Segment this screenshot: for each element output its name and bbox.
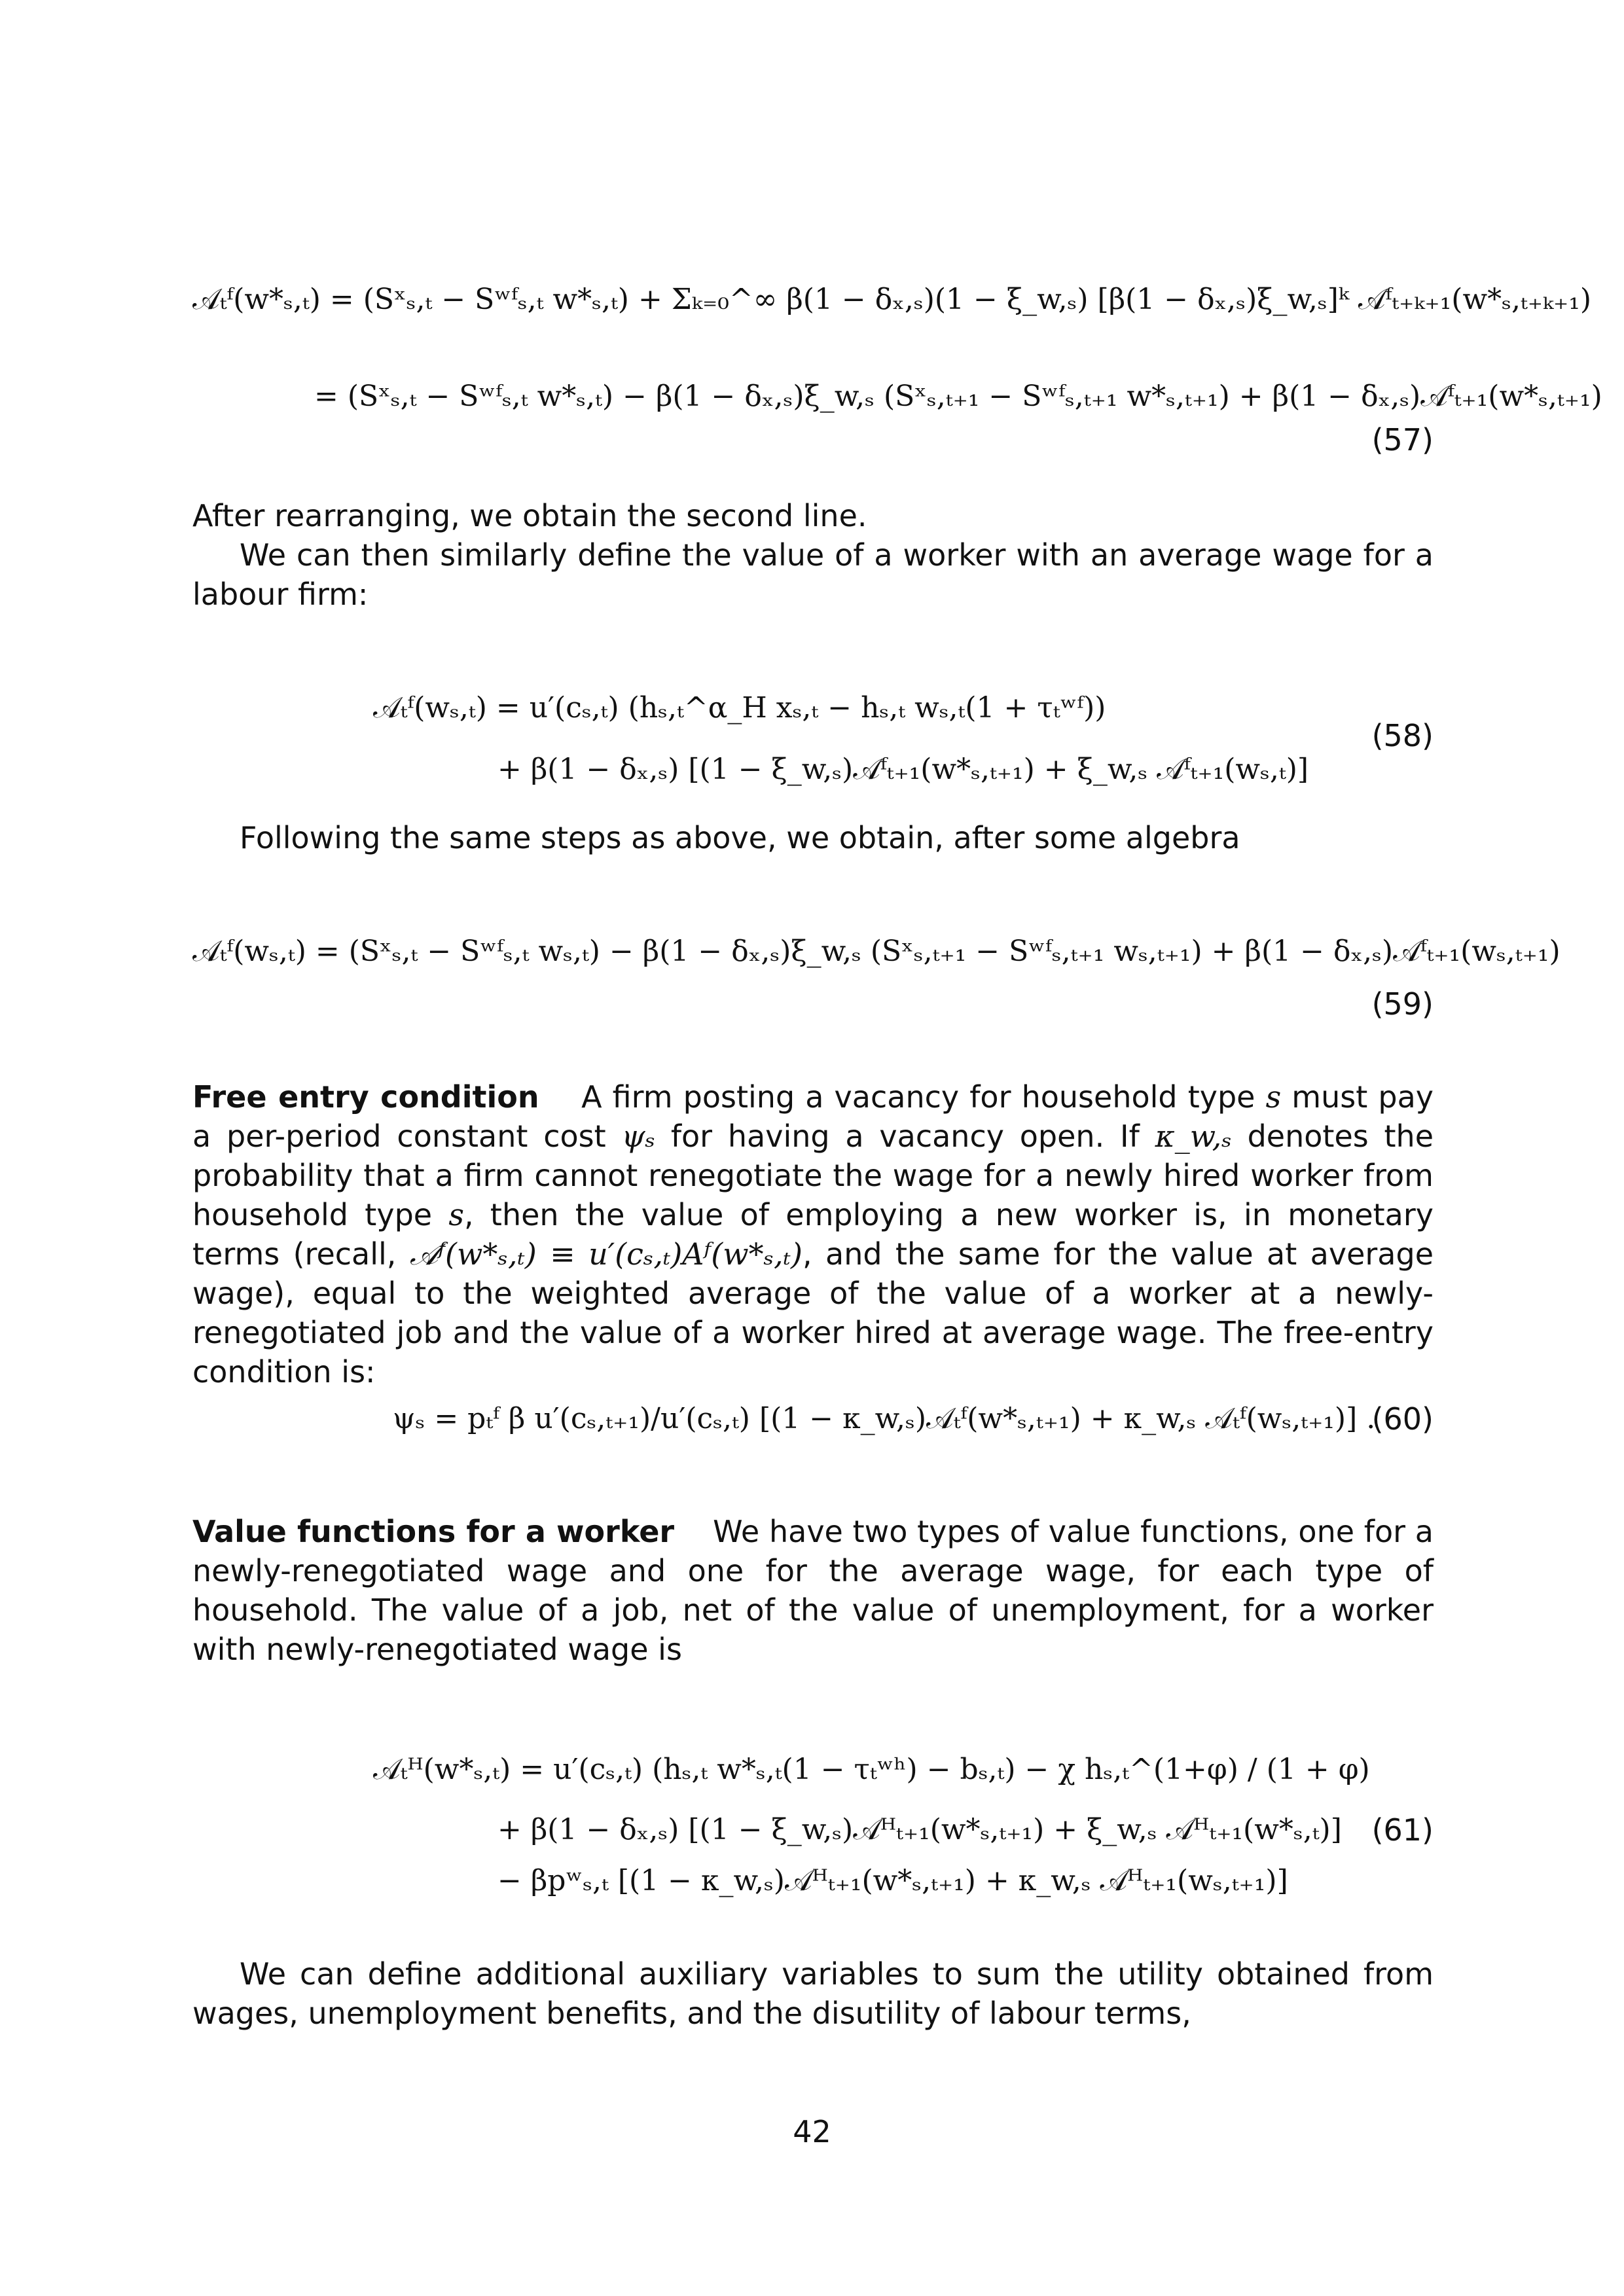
equation-60-line-1: ψₛ = pₜᶠ β u′(cₛ,ₜ₊₁)/u′(cₛ,ₜ) [(1 − κ_w,ₛ)𝒜ₜᶠ(w*ₛ,ₜ₊₁) + κ_w,ₛ 𝒜ₜᶠ(wₛ,ₜ₊₁)] . — [393, 1402, 1376, 1435]
equation-60-number: (60) — [1371, 1401, 1434, 1437]
equation-58-line-2: + β(1 − δₓ,ₛ) [(1 − ξ_w,ₛ)𝒜ᶠₜ₊₁(w*ₛ,ₜ₊₁) + ξ_w,ₛ 𝒜ᶠₜ₊₁(wₛ,ₜ)] — [497, 753, 1309, 786]
equation-58-number: (58) — [1371, 718, 1434, 753]
equation-61-number: (61) — [1371, 1812, 1434, 1848]
free-entry-text-5: , then the value of employing a new worker is, in monetary terms (recall, — [192, 1197, 1434, 1272]
page-number: 42 — [793, 2114, 831, 2149]
equation-58-line-1: 𝒜ₜᶠ(wₛ,ₜ) = u′(cₛ,ₜ) (hₛ,ₜ^α_H xₛ,ₜ − hₛ,ₜ wₛ,ₜ(1 + τₜʷᶠ)) — [373, 691, 1106, 725]
free-entry-text-1: A firm posting a vacancy for household type — [581, 1079, 1266, 1115]
equation-61-line-2: + β(1 − δₓ,ₛ) [(1 − ξ_w,ₛ)𝒜ᴴₜ₊₁(w*ₛ,ₜ₊₁) + ξ_w,ₛ 𝒜ᴴₜ₊₁(w*ₛ,ₜ)] — [497, 1813, 1342, 1846]
equation-57-line-2: = (Sˣₛ,ₜ − Sʷᶠₛ,ₜ w*ₛ,ₜ) − β(1 − δₓ,ₛ)ξ_w,ₛ (Sˣₛ,ₜ₊₁ − Sʷᶠₛ,ₜ₊₁ w*ₛ,ₜ₊₁) + β(1 − δₓ,ₛ)𝒜ᶠₜ₊₁(w*ₛ,ₜ₊₁) — [314, 380, 1602, 413]
free-entry-math-kappa: κ_w,ₛ — [1155, 1119, 1232, 1154]
paragraph-auxiliary-variables: We can define additional auxiliary variables to sum the utility obtained from wages, unemployment benefits, and the disutility of labour terms, — [192, 1956, 1434, 2031]
paragraph-average-wage-intro: We can then similarly define the value of a worker with an average wage for a labour firm: — [192, 537, 1434, 612]
free-entry-text-3: for having a vacancy open. If — [655, 1119, 1155, 1154]
equation-57-number: (57) — [1371, 422, 1434, 457]
paragraph-value-functions — [192, 1512, 1434, 1669]
paragraph-following-steps: Following the same steps as above, we obtain, after some algebra — [240, 820, 1240, 855]
free-entry-math-s2: s — [448, 1197, 464, 1232]
paragraph-after-rearranging: After rearranging, we obtain the second line. — [192, 498, 867, 533]
free-entry-heading: Free entry condition — [192, 1079, 539, 1115]
equation-57-line-1: 𝒜ₜᶠ(w*ₛ,ₜ) = (Sˣₛ,ₜ − Sʷᶠₛ,ₜ w*ₛ,ₜ) + Σₖ₌₀^∞ β(1 − δₓ,ₛ)(1 − ξ_w,ₛ) [β(1 − δₓ,ₛ)ξ_w,ₛ]ᵏ 𝒜ᶠₜ₊ₖ₊₁(w*ₛ,ₜ₊ₖ₊₁) — [192, 283, 1592, 316]
value-functions-heading: Value functions for a worker — [192, 1514, 675, 1549]
equation-59-number: (59) — [1371, 986, 1434, 1022]
free-entry-math-recall: 𝒜ᶠ(w*ₛ,ₜ) ≡ u′(cₛ,ₜ)Aᶠ(w*ₛ,ₜ) — [409, 1236, 803, 1272]
equation-61-line-1: 𝒜ₜᴴ(w*ₛ,ₜ) = u′(cₛ,ₜ) (hₛ,ₜ w*ₛ,ₜ(1 − τₜʷʰ) − bₛ,ₜ) − χ hₛ,ₜ^(1+φ) / (1 + φ) — [373, 1753, 1370, 1786]
paragraph-free-entry — [192, 1077, 1434, 1391]
free-entry-text-2: must pay a per-period constant cost — [192, 1079, 1434, 1154]
free-entry-text-6: , and the same for the value at average wage), equal to the weighted average of the value of a worker at a newly-renegotiated job and the value of a worker hired at average wage. The free-entry condition is: — [192, 1236, 1434, 1390]
equation-59-line-1: 𝒜ₜᶠ(wₛ,ₜ) = (Sˣₛ,ₜ − Sʷᶠₛ,ₜ wₛ,ₜ) − β(1 − δₓ,ₛ)ξ_w,ₛ (Sˣₛ,ₜ₊₁ − Sʷᶠₛ,ₜ₊₁ wₛ,ₜ₊₁) + β(1 − δₓ,ₛ)𝒜ᶠₜ₊₁(wₛ,ₜ₊₁) — [192, 935, 1561, 968]
equation-61-line-3: − βpʷₛ,ₜ [(1 − κ_w,ₛ)𝒜ᴴₜ₊₁(w*ₛ,ₜ₊₁) + κ_w,ₛ 𝒜ᴴₜ₊₁(wₛ,ₜ₊₁)] — [497, 1864, 1288, 1897]
value-functions-text: We have two types of value functions, one for a newly-renegotiated wage and one for the average wage, for each type of household. The value of a job, net of the value of unemployment, for a worker with newly-renegotiated wage is — [192, 1514, 1434, 1667]
free-entry-math-s: s — [1265, 1079, 1282, 1115]
free-entry-math-psi: ψₛ — [621, 1119, 656, 1154]
free-entry-text-4: denotes the probability that a firm cannot renegotiate the wage for a newly hired worker from household type — [192, 1119, 1434, 1232]
